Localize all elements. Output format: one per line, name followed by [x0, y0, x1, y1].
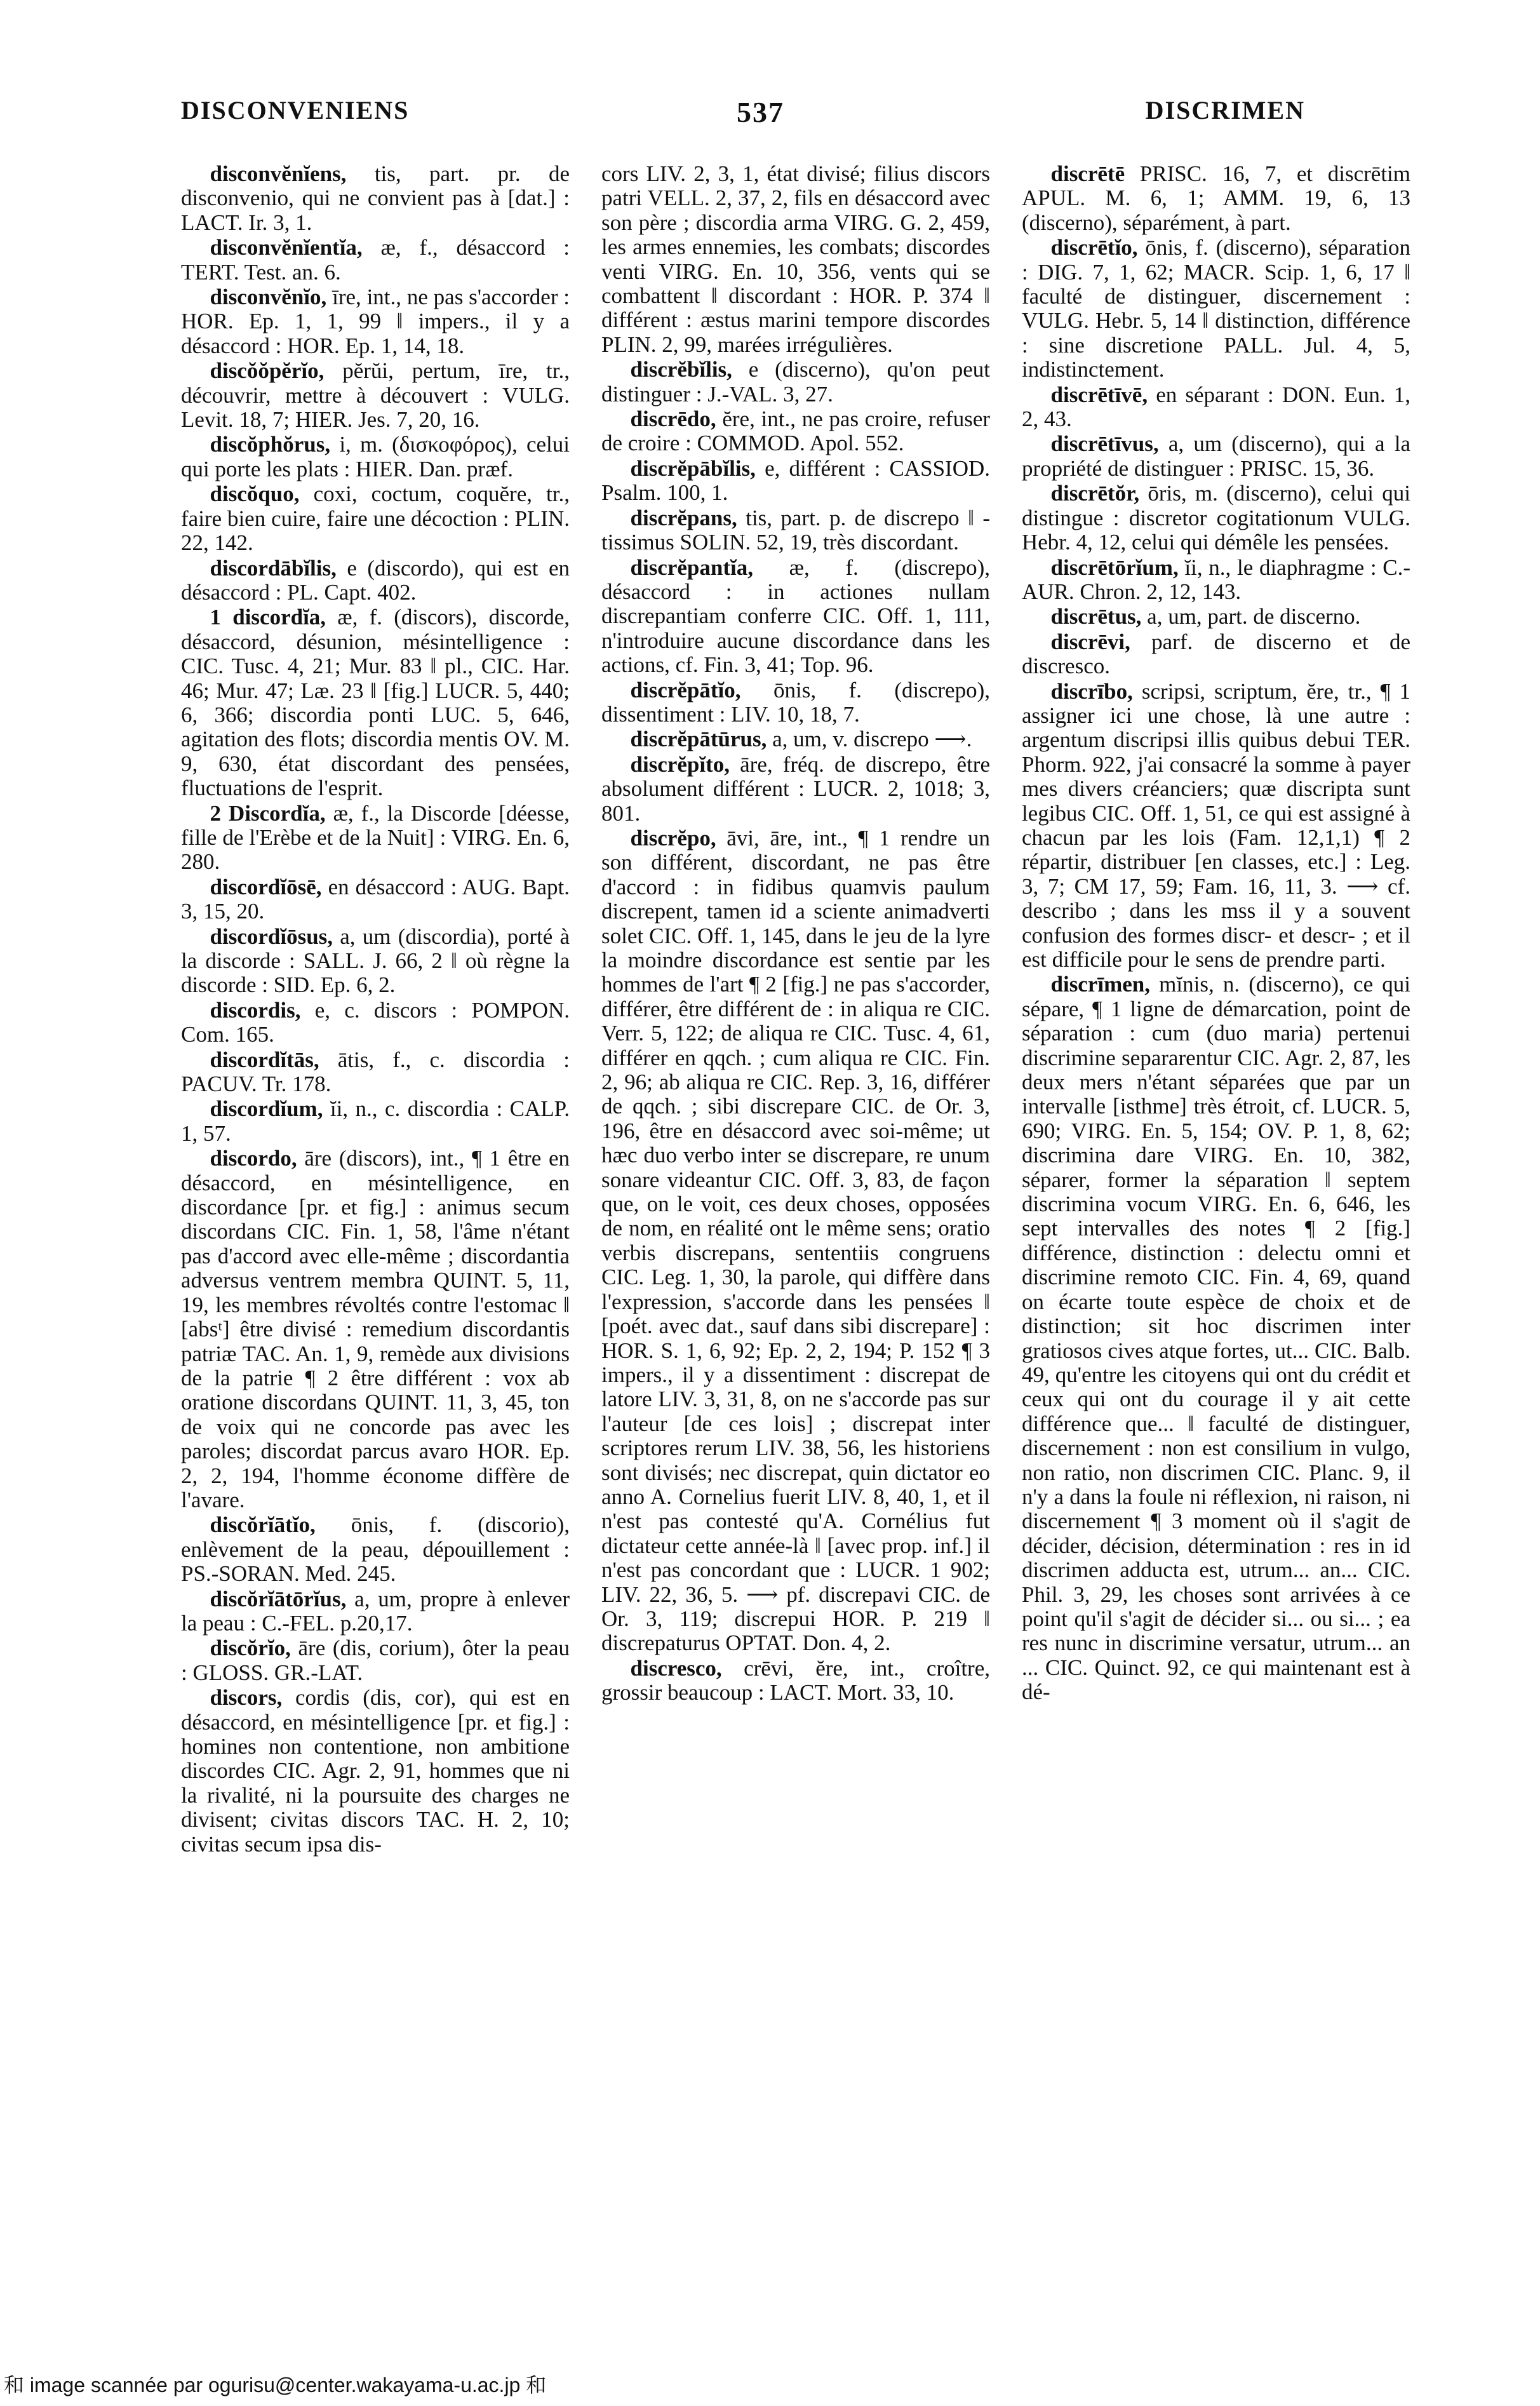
entry-headword: discrĕpĭto, [630, 751, 730, 777]
entry-definition: coxi, coctum, coquĕre, tr., faire bien cuire, faire une décoction : PLIN. 22, 142. [181, 481, 570, 556]
entry-headword: discors, [210, 1685, 283, 1710]
dictionary-entry [601, 753, 990, 826]
entry-headword: discŏŏpĕrĭo, [210, 358, 325, 384]
dictionary-entry [181, 998, 570, 1047]
dictionary-entry [601, 826, 990, 1656]
entry-definition: e (discordo), qui est en désaccord : PL. Capt. 402. [181, 555, 570, 605]
dictionary-entry [181, 236, 570, 285]
entry-definition: a, um (discordia), porté à la discorde : SALL. J. 66, 2 ‖ où règne la discorde : SID. Ep. 6, 2. [181, 924, 570, 998]
dictionary-entry [181, 433, 570, 481]
entry-headword: discrētus, [1050, 604, 1142, 629]
entry-definition: æ, f., la Discorde [déesse, fille de l'Erèbe et de la Nuit] : VIRG. En. 6, 280. [181, 800, 570, 875]
entry-definition: a, um, v. discrepo ⟶. [772, 727, 972, 752]
entry-definition: āre (discors), int., ¶ 1 être en désaccord, en mésintelligence, en discordance [pr. et fig.] : animus secum discordans CIC. Fin. 1, 58, l'âme n'étant pas d'accord avec elle-même ; discordantia adversus ventrem membra QUINT. 5, 11, 19, les membres révoltés contre l'estomac ‖ [absᵗ] être divisé : remedium discordantis patriæ TAC. An. 1, 9, remède aux divisions de la patrie ¶ 2 être différent : vox ab oratione discordans QUINT. 11, 3, 45, ton de voix qui ne concorde pas avec les paroles; discordat parcus avaro HOR. Ep. 2, 2, 194, l'homme économe diffère de l'avare. [181, 1146, 570, 1512]
entry-definition: scripsi, scriptum, ĕre, tr., ¶ 1 assigner ici une chose, là une autre : argentum discripsi illis quibus debui TER. Phorm. 922, j'ai consacré la somme à payer mes divers créanciers; quæ discripta sunt legibus CIC. Off. 1, 51, ce qui est assigné à chacun par les lois (Fam. 12,1,1) ¶ 2 répartir, distribuer [en classes, etc.] : Leg. 3, 7; CM 17, 59; Fam. 16, 11, 3. ⟶ cf. describo ; dans les mss il y a souvent confusion des formes discr- et descr- ; et il est difficile pour le sens de prendre parti. [1022, 678, 1410, 972]
entry-definition: ātis, f., c. discordia : PACUV. Tr. 178. [181, 1047, 570, 1097]
entry-headword: disconvĕnĭens, [210, 162, 347, 186]
dictionary-entry [601, 162, 990, 357]
dictionary-entry [601, 556, 990, 678]
scan-credit-footer: 和 image scannée par ogurisu@center.wakayama-u.ac.jp 和 [4, 2374, 547, 2396]
entry-definition: a, um, part. de discerno. [1147, 604, 1361, 629]
dictionary-entry [181, 285, 570, 358]
entry-headword: discordis, [210, 997, 301, 1023]
dictionary-entry [181, 556, 570, 605]
running-head-right: DISCRIMEN [1145, 96, 1305, 124]
entry-headword: discrĕpābĭlis, [630, 455, 756, 481]
entry-definition: ĭi, n., le diaphragme : C.-AUR. Chron. 2, 12, 143. [1022, 554, 1410, 604]
entry-definition: ĕre, int., ne pas croire, refuser de croire : COMMOD. Apol. 552. [601, 407, 990, 456]
entry-definition: a, um (discerno), qui a la propriété de distinguer : PRISC. 15, 36. [1022, 431, 1410, 481]
dictionary-entry [181, 1048, 570, 1097]
entry-headword: discrētīvus, [1050, 431, 1159, 457]
dictionary-entry [181, 1097, 570, 1146]
entry-headword: 1 discordĭa, [210, 605, 326, 630]
entry-definition: tis, part. p. de discrepo ‖ -tissimus SOLIN. 52, 19, très discordant. [601, 505, 990, 555]
column-3 [1022, 162, 1410, 2341]
entry-definition: e (discerno), qu'on peut distinguer : J.-VAL. 3, 27. [601, 357, 990, 407]
entry-headword: discordābĭlis, [210, 555, 337, 581]
entry-headword: discrētīvē, [1050, 382, 1148, 407]
entry-definition: cordis (dis, cor), qui est en désaccord, en mésintelligence [pr. et fig.] : homines non contentione, non ambitione discordes CIC. Agr. 2, 91, hommes que ni la rivalité, ni la poursuite des charges ne divisent; civitas discors TAC. H. 2, 10; civitas secum ipsa dis- [181, 1685, 570, 1857]
dictionary-entry [601, 678, 990, 727]
dictionary-entry [1022, 556, 1410, 605]
dictionary-entry [601, 407, 990, 456]
dictionary-entry [1022, 605, 1410, 629]
dictionary-entry [181, 875, 570, 924]
entry-headword: discordo, [210, 1146, 297, 1171]
entry-headword: discrĕpātūrus, [630, 727, 767, 752]
entry-definition: e, c. discors : POMPON. Com. 165. [181, 997, 570, 1047]
dictionary-entry [181, 925, 570, 998]
dictionary-entry [601, 1657, 990, 1705]
dictionary-entry [181, 1146, 570, 1512]
entry-definition: parf. de discerno et de discresco. [1022, 629, 1410, 679]
entry-headword: discrētŏr, [1050, 481, 1140, 506]
entry-headword: discrĕbĭlis, [630, 357, 732, 382]
dictionary-entry [181, 482, 570, 555]
dictionary-columns [181, 162, 1426, 2341]
entry-headword: discrētōrĭum, [1050, 554, 1179, 580]
entry-headword: discrētĭo, [1050, 235, 1138, 260]
entry-headword: discrĕpantĭa, [630, 554, 753, 580]
entry-headword: discrīmen, [1050, 972, 1151, 997]
dictionary-entry [181, 802, 570, 875]
entry-headword: disconvĕnĭentĭa, [210, 235, 363, 260]
dictionary-entry [1022, 236, 1410, 382]
dictionary-entry [601, 358, 990, 407]
entry-definition: pĕrŭi, pertum, īre, tr., découvrir, mettre à découvert : VULG. Levit. 18, 7; HIER. Jes. 7, 20, 16. [181, 358, 570, 433]
entry-definition: mĭnis, n. (discerno), ce qui sépare, ¶ 1 ligne de démarcation, point de séparation : cum (duo maria) pertenui discrimine separarentur CIC. Agr. 2, 87, les deux mers n'étant séparées que par un intervalle [isthme] très étroit, cf. LUCR. 5, 690; VIRG. En. 5, 154; OV. P. 1, 8, 62; discrimina dare VIRG. En. 10, 382, séparer, former la séparation ‖ septem discrimina vocum VIRG. En. 6, 646, les sept intervalles des notes ¶ 2 [fig.] différence, distinction : delectu omni et discrimine remoto CIC. Fin. 4, 69, quand on écarte toute espèce de choix et de distinction; sit hoc discrimen inter gratiosos cives atque fortes, ut... CIC. Balb. 49, qu'entre les citoyens qui ont du crédit et ceux qui ont du courage il y ait cette différence que... ‖ faculté de distinguer, discernement : non est consilium in vulgo, non ratio, non discrimen CIC. Planc. 9, il n'y a dans la foule ni réflexion, ni raison, ni discernement ¶ 3 moment où il s'agit de décider, décision, détermination : res in id discrimen adducta est, utrum... an... CIC. Phil. 3, 29, les choses sont arrivées à ce point qu'il s'agit de décider si... ou si... ; ea res nunc in discrimine versatur, utrum... an ... CIC. Quinct. 92, ce qui maintenant est à dé- [1022, 972, 1410, 1705]
entry-headword: discŏphŏrus, [210, 432, 331, 457]
entry-headword: 2 Discordĭa, [210, 800, 326, 826]
dictionary-entry [181, 162, 570, 235]
dictionary-entry [1022, 680, 1410, 972]
entry-headword: discrībo, [1050, 678, 1133, 704]
entry-headword: discrĕpo, [630, 825, 716, 850]
dictionary-entry [1022, 630, 1410, 679]
entry-definition: ōnis, f. (discorio), enlèvement de la peau, dépouillement : PS.-SORAN. Med. 245. [181, 1512, 570, 1587]
entry-definition: āre, fréq. de discrepo, être absolument différent : LUCR. 2, 1018; 3, 801. [601, 751, 990, 826]
entry-headword: discrēdo, [630, 407, 716, 432]
dictionary-entry [1022, 481, 1410, 554]
entry-definition: æ, f., désaccord : TERT. Test. an. 6. [181, 235, 570, 285]
dictionary-entry [1022, 432, 1410, 481]
entry-definition: e, différent : CASSIOD. Psalm. 100, 1. [601, 455, 990, 506]
dictionary-entry [181, 1686, 570, 1857]
entry-headword: discordĭtās, [210, 1047, 319, 1072]
entry-headword: discŏrĭātōrĭus, [210, 1586, 347, 1611]
dictionary-entry [1022, 972, 1410, 1704]
entry-definition: ōnis, f. (discerno), séparation : DIG. 7, 1, 62; MACR. Scip. 1, 6, 17 ‖ faculté de distinguer, discernement : VULG. Hebr. 5, 14 ‖ distinction, différence : sine discretione PALL. Jul. 4, 5, indistinctement. [1022, 235, 1410, 382]
entry-headword: discŏquo, [210, 481, 300, 507]
entry-headword: discordĭum, [210, 1096, 323, 1122]
entry-headword: discrĕpātĭo, [630, 677, 741, 702]
column-1 [181, 162, 570, 2341]
dictionary-entry [181, 1513, 570, 1586]
entry-headword: discresco, [630, 1655, 722, 1681]
entry-headword: discŏrĭātĭo, [210, 1512, 316, 1538]
entry-headword: discrētē [1050, 162, 1125, 186]
entry-definition: āvi, āre, int., ¶ 1 rendre un son différent, discordant, ne pas être d'accord : in fidibus quamvis paulum discrepent, tamen id a sciente animadverti solet CIC. Off. 1, 145, dans le jeu de la lyre la moindre discordance est sentie par les hommes de l'art ¶ 2 [fig.] ne pas s'accorder, différer, être différent de : in aliqua re CIC. Verr. 5, 122; de aliqua re CIC. Tusc. 4, 61, différer en qqch. ; cum aliqua re CIC. Fin. 2, 96; ab aliqua re CIC. Rep. 3, 16, différer de qqch. ; sibi discrepare CIC. de Or. 3, 196, être en désaccord avec soi-même; ut hæc duo verbo inter se discrepare, re unum sonare videantur CIC. Off. 3, 83, de façon que, on le voit, ces deux choses, opposées de nom, en réalité ont le même sens; oratio verbis discrepans, sententiis congruens CIC. Leg. 1, 30, la parole, qui diffère dans l'expression, s'accorde dans les pensées ‖ [poét. avec dat., sauf dans sibi discrepare] : HOR. S. 1, 6, 92; Ep. 2, 2, 194; P. 152 ¶ 3 impers., il y a dissentiment : discrepat de latore LIV. 3, 31, 8, on ne s'accorde pas sur l'auteur [de ces lois] ; discrepat inter scriptores rerum LIV. 38, 56, les historiens sont divisés; nec discrepat, quin dictator eo anno A. Cornelius fuerit LIV. 8, 40, 1, et il n'est pas contesté qu'A. Cornélius fut dictateur cette année-là ‖ [avec prop. inf.] il n'est pas concordant que : LUCR. 1 902; LIV. 22, 36, 5. ⟶ pf. discrepavi CIC. de Or. 3, 119; discrepui HOR. P. 219 ‖ discrepaturus OPTAT. Don. 4, 2. [601, 825, 990, 1656]
entry-definition: æ, f. (discrepo), désaccord : in actiones nullam discrepantiam conferre CIC. Off. 1, 111, n'introduire aucune discordance dans les actions, cf. Fin. 3, 41; Top. 96. [601, 554, 990, 678]
dictionary-entry [601, 506, 990, 555]
dictionary-entry [601, 457, 990, 506]
column-2 [601, 162, 990, 2341]
entry-headword: discrēvi, [1050, 629, 1130, 654]
dictionary-entry [601, 727, 990, 751]
running-head-left: DISCONVENIENS [181, 96, 410, 124]
entry-definition: ōris, m. (discerno), celui qui distingue : discretor cogitationum VULG. Hebr. 4, 12, celui qui démêle les pensées. [1022, 481, 1410, 555]
entry-definition: cors LIV. 2, 3, 1, état divisé; filius discors patri VELL. 2, 37, 2, fils en désaccord avec son père ; discordia arma VIRG. G. 2, 459, les armes ennemies, les combats; discordes venti VIRG. En. 10, 356, vents qui se combattent ‖ discordant : HOR. P. 374 ‖ différent : æstus marini tempore discordes PLIN. 2, 99, marées irrégulières. [601, 162, 990, 357]
entry-headword: discrĕpans, [630, 505, 737, 530]
dictionary-entry [181, 605, 570, 800]
entry-headword: discordĭōsus, [210, 924, 333, 949]
entry-definition: īre, int., ne pas s'accorder : HOR. Ep. 1, 1, 99 ‖ impers., il y a désaccord : HOR. Ep. 1, 14, 18. [181, 285, 570, 358]
entry-definition: æ, f. (discors), discorde, désaccord, désunion, mésintelligence : CIC. Tusc. 4, 21; Mur. 83 ‖ pl., CIC. Har. 46; Mur. 47; Læ. 23 ‖ [fig.] LUCR. 5, 440; 6, 366; discordia ponti LUC. 5, 646, agitation des flots; discordia mentis OV. M. 9, 630, état discordant des pensées, fluctuations de l'esprit. [181, 605, 570, 801]
entry-definition: tis, part. pr. de disconvenio, qui ne convient pas à [dat.] : LACT. Ir. 3, 1. [181, 162, 570, 235]
dictionary-entry [181, 359, 570, 432]
entry-definition: crēvi, ĕre, int., croître, grossir beaucoup : LACT. Mort. 33, 10. [601, 1655, 990, 1705]
page-number: 537 [737, 96, 784, 128]
entry-definition: ĭi, n., c. discordia : CALP. 1, 57. [181, 1096, 570, 1146]
entry-definition: en séparant : DON. Eun. 1, 2, 43. [1022, 382, 1410, 432]
running-head [0, 95, 1540, 140]
entry-headword: disconvĕnĭo, [210, 285, 327, 310]
dictionary-entry [1022, 162, 1410, 235]
dictionary-entry [181, 1636, 570, 1685]
entry-definition: āre (dis, corium), ôter la peau : GLOSS. GR.-LAT. [181, 1636, 570, 1685]
entry-headword: discordĭōsē, [210, 874, 322, 899]
dictionary-entry [181, 1587, 570, 1636]
entry-definition: a, um, propre à enlever la peau : C.-FEL. p.20,17. [181, 1586, 570, 1636]
entry-definition: i, m. (δισκοφόρος), celui qui porte les plats : HIER. Dan. præf. [181, 432, 570, 481]
entry-definition: ōnis, f. (discrepo), dissentiment : LIV. 10, 18, 7. [601, 677, 990, 727]
entry-definition: en désaccord : AUG. Bapt. 3, 15, 20. [181, 874, 570, 924]
entry-headword: discŏrĭo, [210, 1636, 291, 1661]
dictionary-entry [1022, 383, 1410, 432]
entry-definition: PRISC. 16, 7, et discrētim APUL. M. 6, 1; AMM. 19, 6, 13 (discerno), séparément, à part. [1022, 162, 1410, 235]
